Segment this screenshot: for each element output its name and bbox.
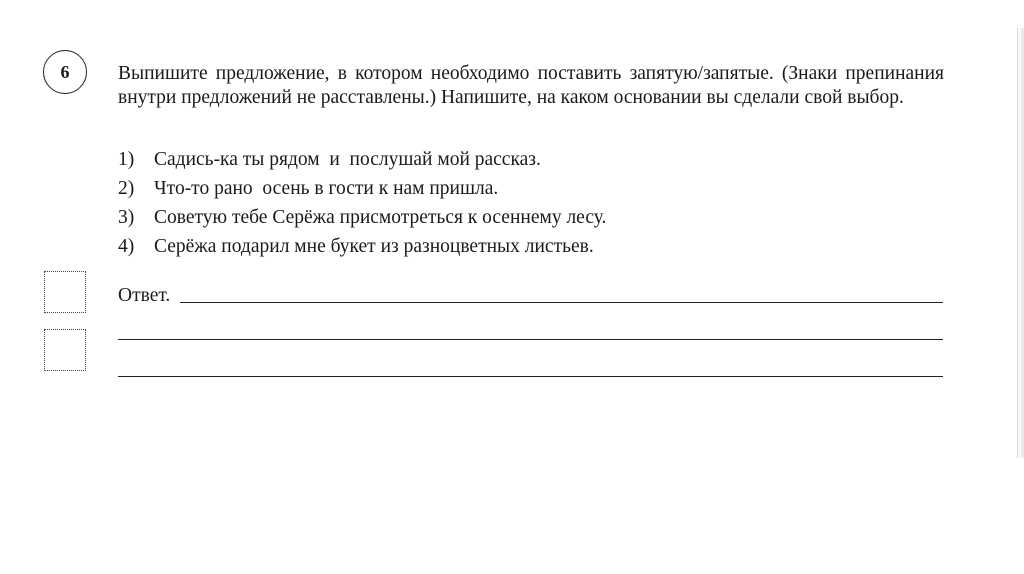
option-number: 2) bbox=[118, 178, 135, 199]
task-number-badge: 6 bbox=[43, 50, 87, 94]
option-text: Садись-ка ты рядом и послушай мой рассказ. bbox=[154, 149, 541, 170]
answer-label: Ответ. bbox=[118, 285, 171, 306]
options-list bbox=[118, 145, 606, 261]
option-item-2 bbox=[118, 174, 606, 203]
answer-line-2[interactable] bbox=[118, 339, 943, 340]
option-number: 4) bbox=[118, 236, 135, 257]
option-item-3 bbox=[118, 203, 606, 232]
score-box-2[interactable] bbox=[44, 329, 86, 371]
option-text: Советую тебе Серёжа присмотреться к осеннему лесу. bbox=[154, 207, 607, 228]
option-text: Серёжа подарил мне букет из разноцветных листьев. bbox=[154, 236, 594, 257]
answer-line-1[interactable] bbox=[180, 302, 943, 303]
option-text: Что-то рано осень в гости к нам пришла. bbox=[154, 178, 499, 199]
page-edge-shadow bbox=[1017, 28, 1024, 458]
option-item-4 bbox=[118, 232, 606, 261]
option-item-1 bbox=[118, 145, 606, 174]
option-number: 1) bbox=[118, 149, 135, 170]
task-instruction: Выпишите предложение, в котором необходимо поставить запятую/запятые. (Знаки препинания внутри предложений не расставлены.) Напишите, на каком основании вы сделали свой выбор. bbox=[118, 63, 944, 108]
score-box-1[interactable] bbox=[44, 271, 86, 313]
answer-line-3[interactable] bbox=[118, 376, 943, 377]
option-number: 3) bbox=[118, 207, 135, 228]
